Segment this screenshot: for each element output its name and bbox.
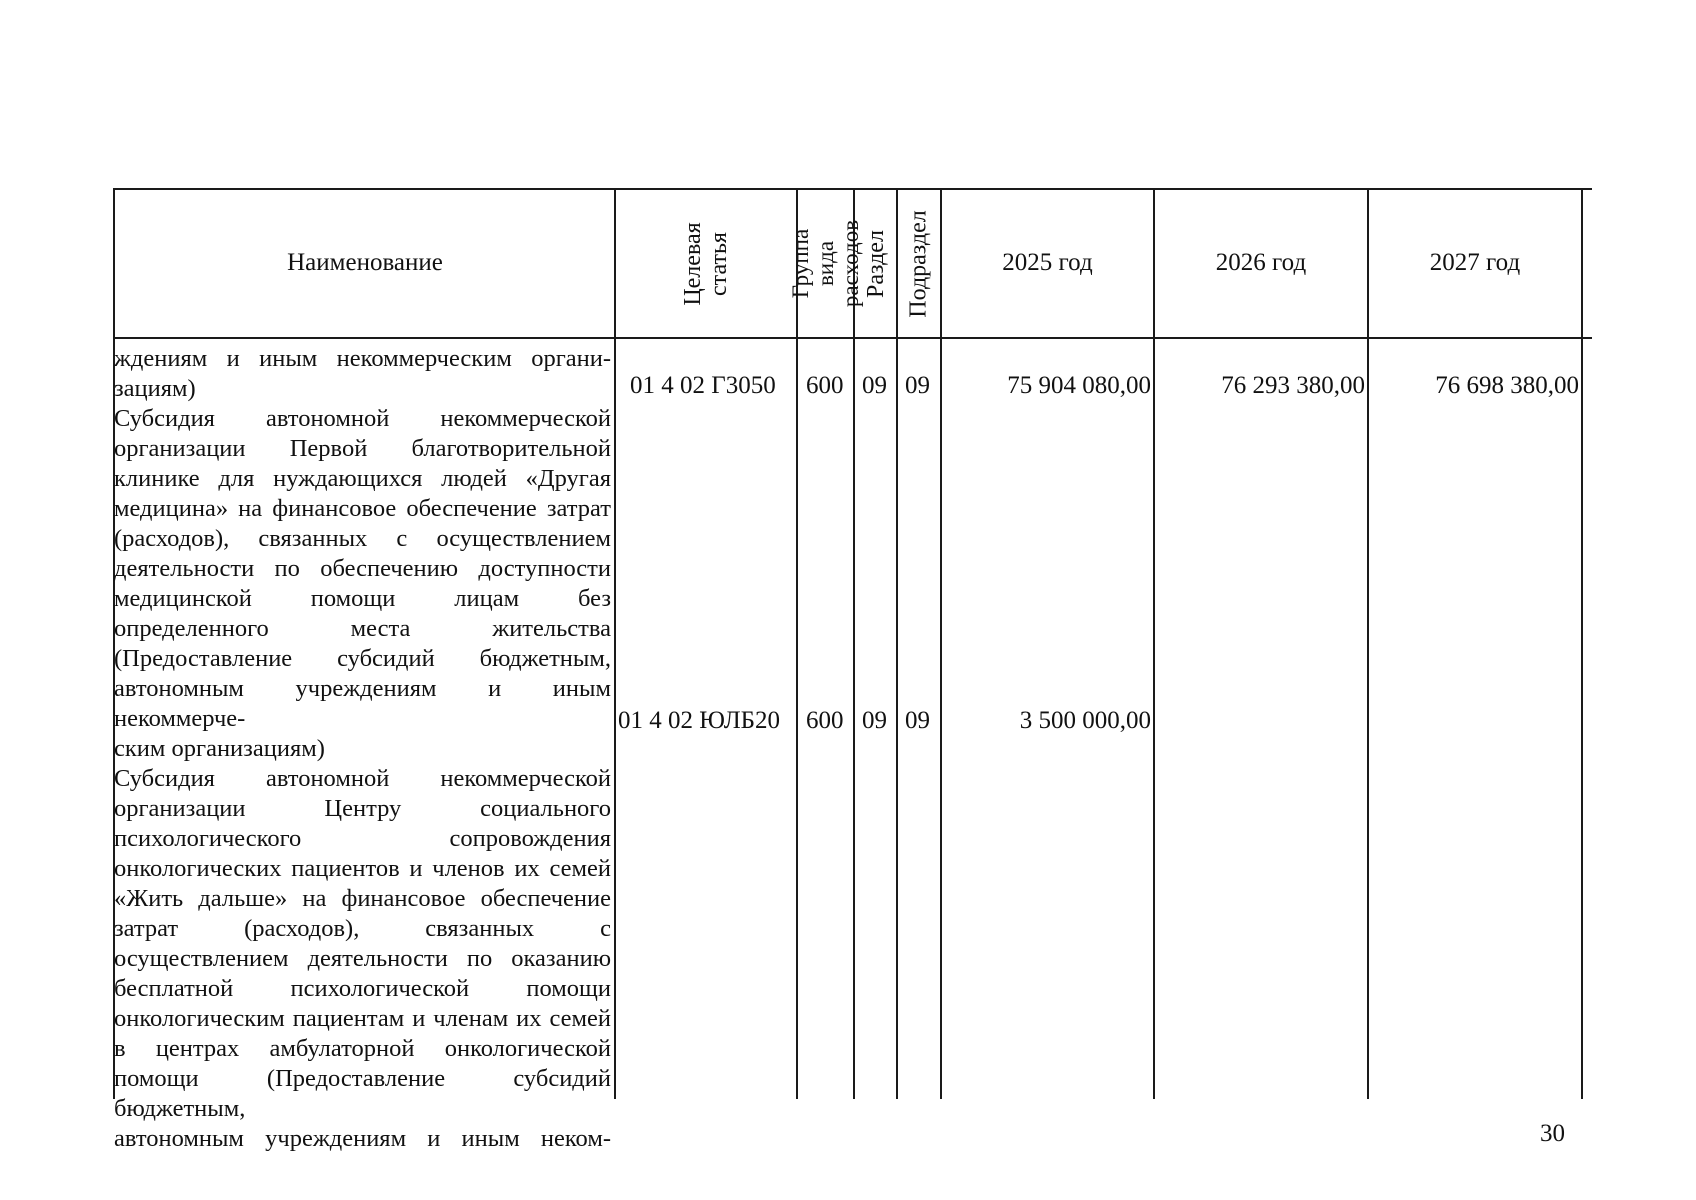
- header-year-2025: 2025 год: [1002, 249, 1093, 276]
- header-expense-group: Группа вида расходов: [788, 219, 864, 308]
- description-line: Субсидия автономной некоммерческой организации Первой благотворительной клинике для нуждающихся людей «Другая медицина» на финансовое обеспечение затрат (расходов), связанных с осуществлением деятельности по обеспечению доступности медицинской помощи лицам без определенного места жительства (Предоставление субсидий бюджетным, автономным учреждениям и иным некоммерче-: [114, 405, 611, 732]
- table-right-border: [1581, 188, 1583, 1099]
- row1-subsection: 09: [905, 372, 930, 399]
- description-paragraph: [114, 764, 611, 1154]
- header-target-article-cell: [616, 190, 796, 337]
- row1-2026: 76 293 380,00: [1221, 372, 1365, 399]
- col-divider-7: [1367, 188, 1369, 1099]
- header-year-2026: 2026 год: [1215, 249, 1307, 276]
- description-paragraph: [114, 344, 611, 404]
- row1-group: 600: [806, 372, 844, 399]
- row2-2025: 3 500 000,00: [1019, 707, 1151, 734]
- row2-group: 600: [806, 707, 844, 734]
- row2-section: 09: [862, 707, 887, 734]
- header-target-article: Целевая статья: [680, 221, 732, 306]
- header-expense-group-cell: [788, 190, 864, 337]
- row1-code: 01 4 02 Г3050: [630, 372, 776, 399]
- description-line: ждениям и иным некоммерческим органи-: [114, 345, 611, 372]
- description-line: зациям): [114, 375, 196, 402]
- header-section: Раздел: [862, 229, 889, 298]
- col-divider-5: [940, 188, 942, 1099]
- row1-2027: 76 698 380,00: [1435, 372, 1579, 399]
- description-text: [114, 344, 611, 1154]
- header-section-cell: [855, 190, 896, 337]
- col-divider-6: [1153, 188, 1155, 1099]
- row2-subsection: 09: [905, 707, 930, 734]
- page-number: 30: [1540, 1120, 1565, 1147]
- description-line: ским организациям): [114, 735, 325, 762]
- description-paragraph: [114, 404, 611, 764]
- header-year-2027: 2027 год: [1429, 249, 1521, 276]
- row1-2025: 75 904 080,00: [1007, 372, 1151, 399]
- description-line: автономным учреждениям и иным неком-: [114, 1125, 611, 1152]
- header-name: Наименование: [287, 249, 443, 276]
- header-subsection-cell: [898, 190, 940, 337]
- row2-code: 01 4 02 ЮЛБ20: [618, 707, 781, 734]
- description-line: Субсидия автономной некоммерческой организации Центру социального психологического сопровождения онкологических пациентов и членов их семей «Жить дальше» на финансовое обеспечение затрат (расходов), связанных с осуществлением деятельности по оказанию бесплатной психологической помощи онкологическим пациентам и членам их семей в центрах амбулаторной онкологической помощи (Предоставление субсидий бюджетным,: [114, 765, 611, 1122]
- row1-section: 09: [862, 372, 887, 399]
- header-subsection: Подраздел: [906, 209, 933, 318]
